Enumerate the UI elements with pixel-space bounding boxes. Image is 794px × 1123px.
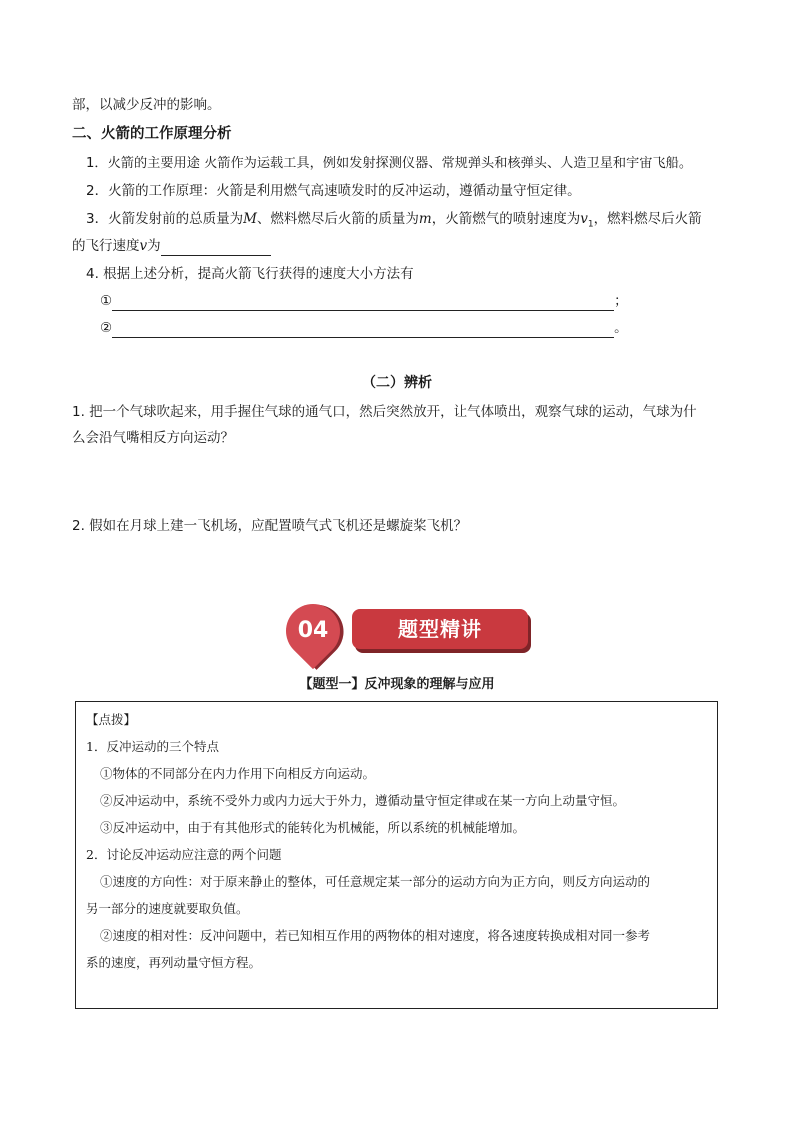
tip-box [75,701,718,1009]
circle-number: ② [100,320,113,336]
punctuation: ； [614,293,628,309]
banner-number: 04 [297,618,329,643]
text-fragment: ，燃料燃尽后火箭 [593,211,702,227]
tip-heading: 【点拨】 [86,712,137,727]
tip-line: 系的速度，再列动量守恒方程。 [86,955,262,970]
text-line: 1. 把一个气球吹起来，用手握住气球的通气口，然后突然放开，让气体喷出，观察气球的运动，气球为什 [72,404,697,420]
tip-line: ②反冲运动中，系统不受外力或内力远大于外力，遵循动量守恒定律或在某一方向上动量守恒。 [100,793,626,808]
answer-blank[interactable] [112,321,614,338]
answer-blank[interactable] [112,294,614,311]
section-heading: 二、火箭的工作原理分析 [72,126,232,142]
tip-line: ③反冲运动中，由于有其他形式的能转化为机械能，所以系统的机械能增加。 [100,820,526,835]
text-line: 4. 根据上述分析，提高火箭飞行获得的速度大小方法有 [86,266,414,282]
text-line: 部，以减少反冲的影响。 [72,97,221,113]
answer-line [100,291,628,311]
text-fragment: 、燃料燃尽后火箭的质量为 [256,211,419,227]
text-line [72,236,271,256]
variable-M: M [243,211,257,227]
text-fragment: ，火箭燃气的喷射速度为 [431,211,581,227]
punctuation: 。 [614,320,628,336]
text-fragment: 为 [147,238,161,254]
text-fragment: 的飞行速度 [72,238,140,254]
subscript: 1 [587,219,594,230]
variable-v1: v [580,211,588,227]
circle-number: ① [100,293,113,309]
tip-line: ①物体的不同部分在内力作用下向相反方向运动。 [100,766,376,781]
subsection-title: （二）辨析 [362,375,432,391]
answer-blank[interactable] [161,239,271,256]
text-line [86,209,702,235]
text-line: 么会沿气嘴相反方向运动？ [72,430,234,446]
tip-line: ①速度的方向性：对于原来静止的整体，可任意规定某一部分的运动方向为正方向，则反方向运动的 [100,874,651,889]
tip-line: ②速度的相对性：反冲问题中，若已知相互作用的两物体的相对速度，将各速度转换成相对同一参考 [100,928,651,943]
text-line: 2．火箭的工作原理：火箭是利用燃气高速喷发时的反冲运动，遵循动量守恒定律。 [86,183,581,199]
variable-v: v [139,238,148,254]
variable-m: m [418,211,432,227]
section-banner [282,602,534,660]
text-line: 1．火箭的主要用途 火箭作为运载工具，例如发射探测仪器、常规弹头和核弹头、人造卫星和宇宙飞船。 [86,156,693,171]
topic-title: 【题型一】反冲现象的理解与应用 [299,677,495,692]
text-line: 2. 假如在月球上建一飞机场，应配置喷气式飞机还是螺旋桨飞机？ [72,518,468,534]
text-fragment: 3．火箭发射前的总质量为 [86,211,244,227]
answer-line [100,318,628,338]
tip-line: 另一部分的速度就要取负值。 [86,901,249,916]
banner-title: 题型精讲 [398,617,482,641]
tip-line: 1．反冲运动的三个特点 [86,739,219,754]
tip-line: 2．讨论反冲运动应注意的两个问题 [86,847,282,862]
